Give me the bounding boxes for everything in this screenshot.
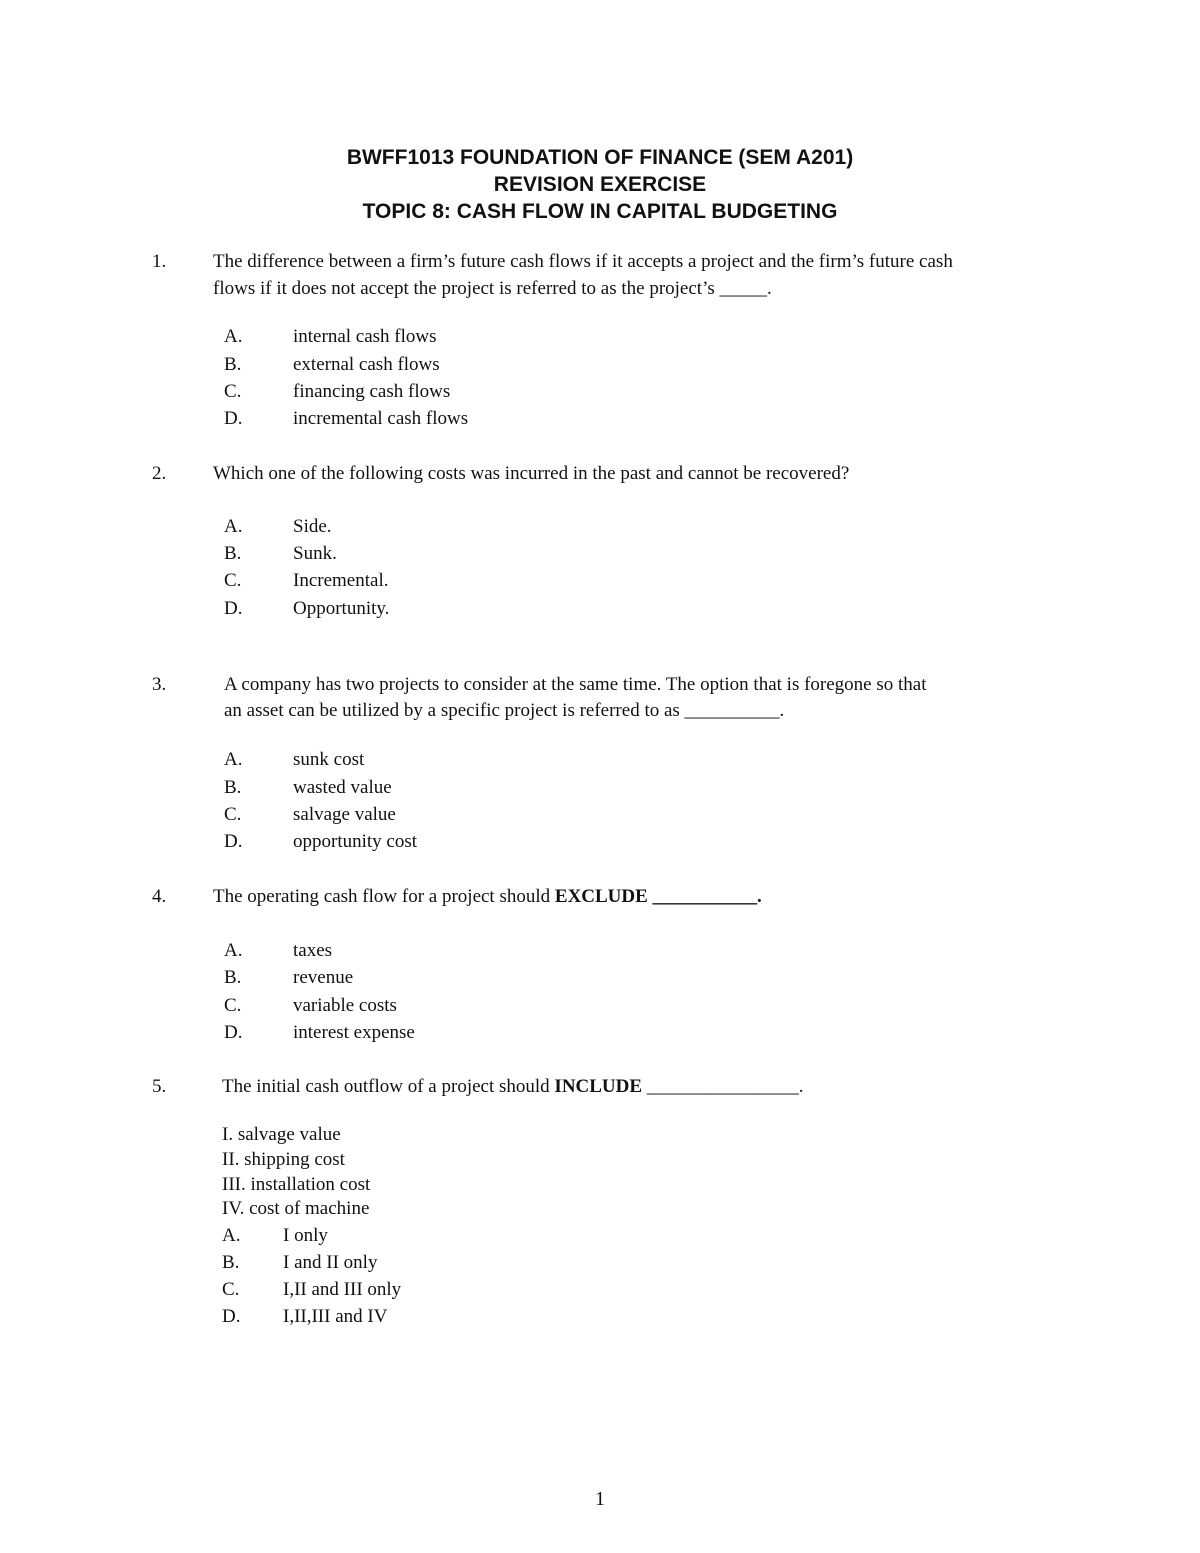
- document-header: [0, 144, 1200, 225]
- question-text-line: The initial cash outflow of a project should INCLUDE ________________.: [222, 1076, 804, 1097]
- question-text-line: Which one of the following costs was incurred in the past and cannot be recovered?: [213, 463, 850, 484]
- page-number: 1: [595, 1488, 605, 1510]
- question-number: 2.: [152, 463, 167, 484]
- emphasis-text: INCLUDE: [554, 1076, 643, 1097]
- question-text-line: an asset can be utilized by a specific project is referred to as __________.: [224, 700, 785, 721]
- question-number: 4.: [152, 886, 167, 907]
- roman-item: II. shipping cost: [222, 1149, 345, 1170]
- question-number: 1.: [152, 251, 167, 272]
- course-title: BWFF1013 FOUNDATION OF FINANCE (SEM A201): [346, 146, 854, 169]
- question-number: 3.: [152, 674, 167, 695]
- document-page: BWFF1013 FOUNDATION OF FINANCE (SEM A201) REVISION EXERCISE TOPIC 8: CASH FLOW IN CAPITAL BUDGETING 1. The difference between a firm’s future cash flows if it accepts a project and the firm’s future cash flows if it does not accept the project is referred to as the project’s _____. A. internal cash flows B. external cash flows C. financing cash flows D. incremental cash flows 2. Which one of the following costs was incurred in the past and cannot be recovered? A. Side. B. Sunk. C. Incremental. D. Opportunity. 3. A company has two projects to consider at the same time. The option that is foregone so that an asset can be utilized by a specific project is referred to as __________. A. sunk cost B. wasted value C. salvage value D. opportunity cost 4. The operating cash flow for a project should EXCLUDE ___________. A. taxes B. revenue C. variable costs D. interest expense 5. The initial cash outflow of a project should INCLUDE ________________. I. salvage value II. shipping cost III. installation cost IV. cost of machine A. I only B. I and II only C. I,II and III only D. I,II,III and IV 1: [0, 0, 1200, 1553]
- roman-item: I. salvage value: [222, 1124, 341, 1145]
- question-text-line: The difference between a firm’s future cash flows if it accepts a project and the firm’s future cash: [213, 251, 953, 272]
- roman-item: IV. cost of machine: [222, 1198, 370, 1219]
- emphasis-text: EXCLUDE ___________.: [554, 886, 762, 907]
- question-number: 5.: [152, 1076, 167, 1097]
- exercise-title: REVISION EXERCISE: [493, 173, 707, 196]
- topic-title: TOPIC 8: CASH FLOW IN CAPITAL BUDGETING: [362, 200, 838, 223]
- question-text-line: The operating cash flow for a project should EXCLUDE ___________.: [213, 886, 762, 907]
- question-text-line: flows if it does not accept the project is referred to as the project’s _____.: [213, 278, 772, 299]
- roman-item: III. installation cost: [222, 1174, 371, 1195]
- question-text-line: A company has two projects to consider at the same time. The option that is foregone so that: [224, 674, 927, 695]
